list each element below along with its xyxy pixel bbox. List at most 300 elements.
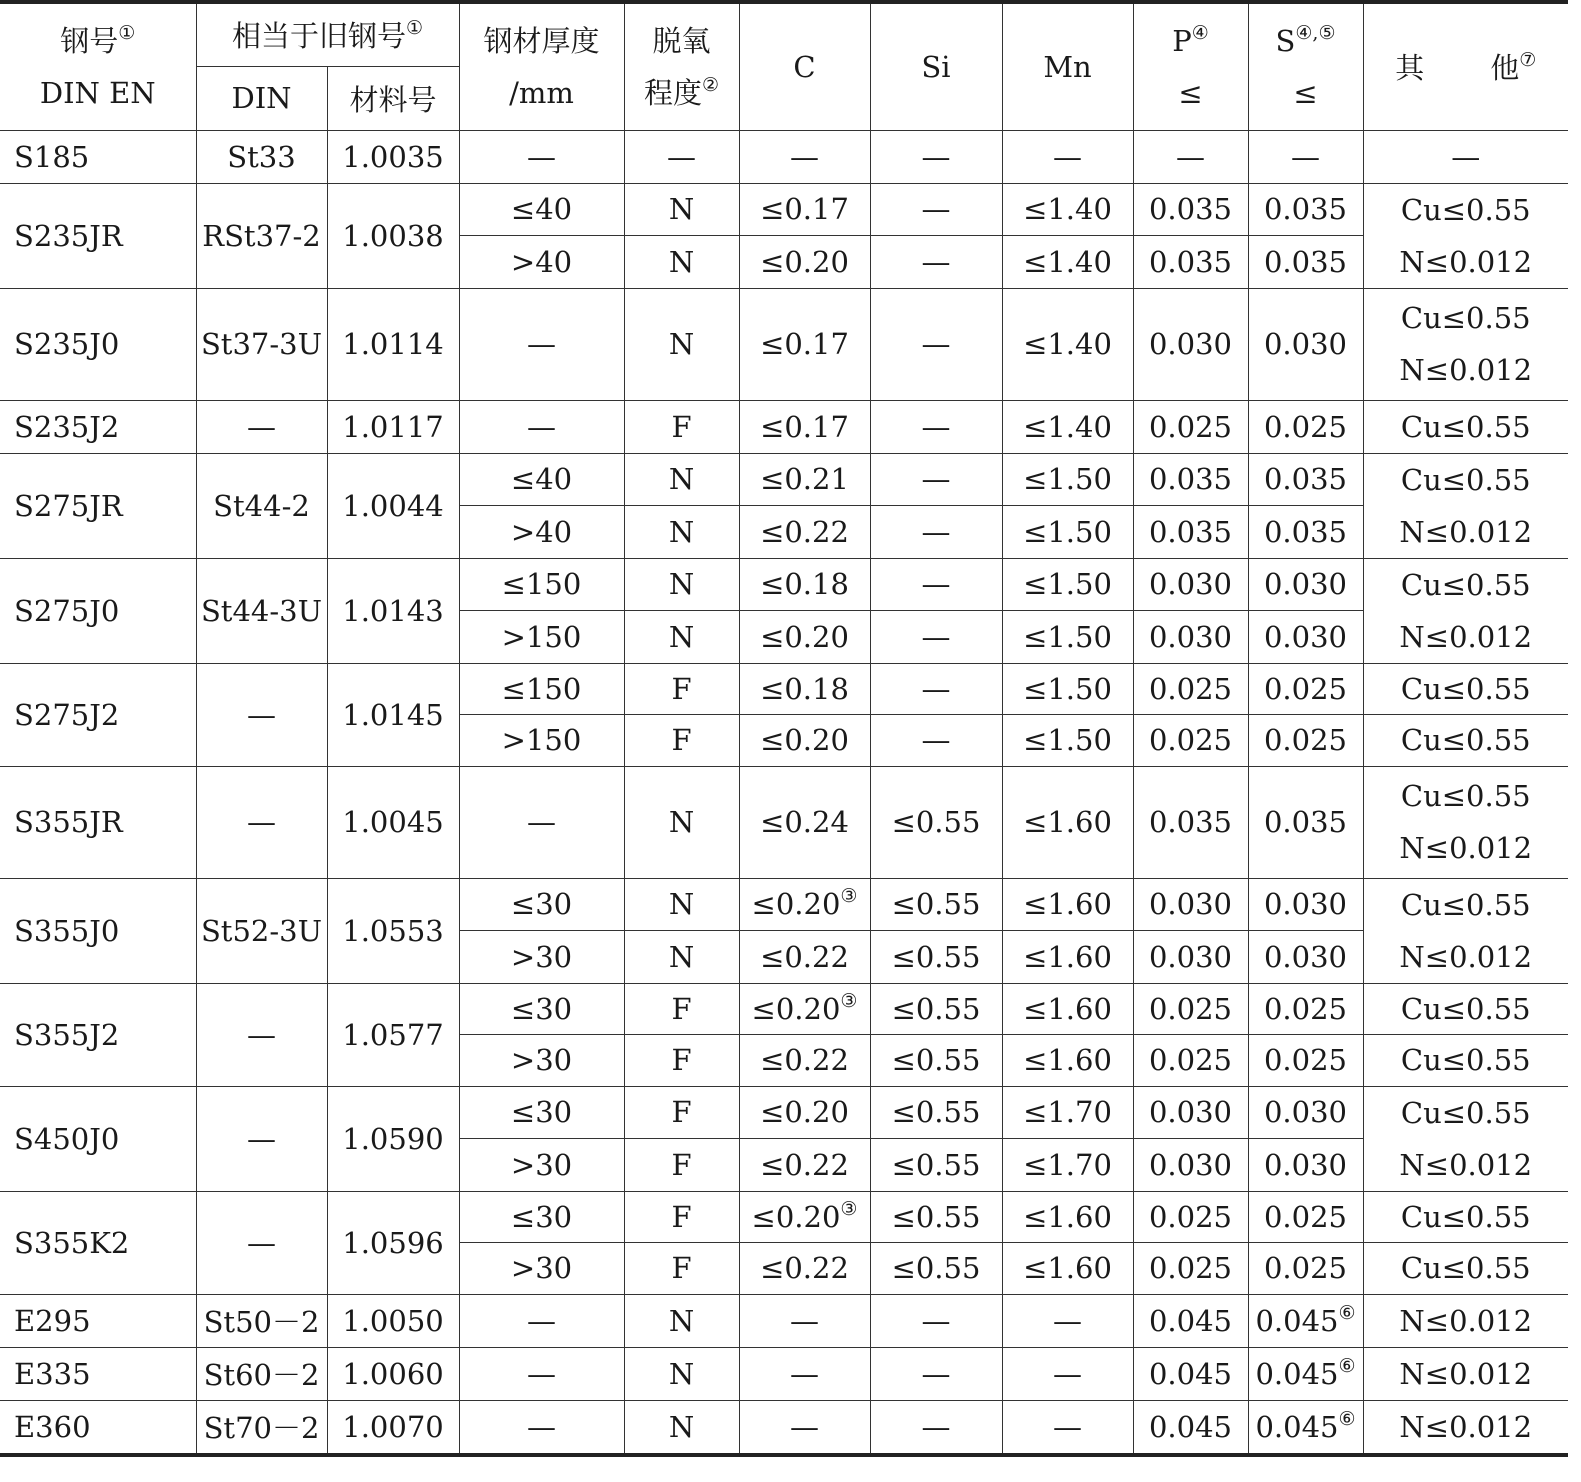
header-row-1 xyxy=(0,2,1568,66)
cell-mn: ≤1.60 xyxy=(1002,983,1133,1035)
cell-thickness: ≤30 xyxy=(459,983,624,1035)
cell-s-value: 0.030 xyxy=(1263,939,1348,974)
cell-si: — xyxy=(870,715,1002,767)
table-row xyxy=(0,1294,1568,1347)
cell-other xyxy=(1363,130,1568,183)
cell-other-line: N≤0.012 xyxy=(1399,619,1533,654)
cell-p: 0.045 xyxy=(1133,1400,1248,1455)
cell-p: 0.035 xyxy=(1133,236,1248,289)
cell-other: Cu≤0.55 xyxy=(1363,663,1568,715)
cell-c xyxy=(739,1035,870,1087)
cell-c xyxy=(739,453,870,506)
header-p-label: P xyxy=(1172,23,1192,58)
cell-other: Cu≤0.55 xyxy=(1363,715,1568,767)
cell-other-line: Cu≤0.55 xyxy=(1400,1095,1531,1130)
cell-p: 0.030 xyxy=(1133,558,1248,611)
cell-grade: S235JR xyxy=(0,183,196,288)
cell-p: 0.030 xyxy=(1133,611,1248,664)
cell-s-value: — xyxy=(1291,139,1320,174)
cell-si: — xyxy=(870,400,1002,453)
cell-p: 0.045 xyxy=(1133,1294,1248,1347)
table-row xyxy=(0,288,1568,400)
cell-deoxidation: F xyxy=(624,1243,739,1295)
cell-mn: ≤1.40 xyxy=(1002,400,1133,453)
cell-s-value: 0.030 xyxy=(1263,1147,1348,1182)
cell-mn: ≤1.40 xyxy=(1002,183,1133,236)
cell-other xyxy=(1363,558,1568,663)
cell-grade: E295 xyxy=(0,1294,196,1347)
cell-c xyxy=(739,288,870,400)
cell-s xyxy=(1248,183,1363,236)
cell-material-no: 1.0553 xyxy=(327,878,459,983)
cell-c xyxy=(739,983,870,1035)
cell-thickness: — xyxy=(459,1347,624,1400)
cell-si: ≤0.55 xyxy=(870,766,1002,878)
cell-thickness: ≤150 xyxy=(459,663,624,715)
cell-other-line: N≤0.012 xyxy=(1399,1303,1533,1338)
cell-c xyxy=(739,766,870,878)
cell-material-no: 1.0596 xyxy=(327,1191,459,1294)
cell-thickness: >30 xyxy=(459,931,624,984)
cell-p: 0.030 xyxy=(1133,1139,1248,1192)
cell-din: — xyxy=(196,400,327,453)
cell-s-value: 0.030 xyxy=(1263,327,1348,361)
cell-c-value: ≤0.17 xyxy=(760,192,849,227)
table-row xyxy=(0,130,1568,183)
cell-p: 0.035 xyxy=(1133,766,1248,878)
cell-s xyxy=(1248,663,1363,715)
cell-other xyxy=(1363,1294,1568,1347)
cell-din: RSt37-2 xyxy=(196,183,327,288)
header-thickness xyxy=(459,2,624,130)
cell-c xyxy=(739,878,870,931)
cell-s-value: 0.045 xyxy=(1255,1409,1339,1444)
header-c: C xyxy=(739,2,870,130)
cell-grade: S235J0 xyxy=(0,288,196,400)
cell-p: 0.030 xyxy=(1133,1086,1248,1139)
header-p xyxy=(1133,2,1248,130)
cell-deoxidation: F xyxy=(624,400,739,453)
header-other-note: ⑦ xyxy=(1519,49,1537,72)
cell-material-no: 1.0038 xyxy=(327,183,459,288)
cell-grade: S355JR xyxy=(0,766,196,878)
cell-s xyxy=(1248,1086,1363,1139)
header-s-label: S xyxy=(1275,23,1296,58)
cell-s xyxy=(1248,1139,1363,1192)
cell-mn: — xyxy=(1002,130,1133,183)
cell-p: 0.025 xyxy=(1133,715,1248,767)
cell-other xyxy=(1363,1400,1568,1455)
cell-c xyxy=(739,611,870,664)
cell-mn: — xyxy=(1002,1400,1133,1455)
cell-din: — xyxy=(196,1191,327,1294)
cell-din: St52-3U xyxy=(196,878,327,983)
cell-thickness: ≤40 xyxy=(459,183,624,236)
cell-s-value: 0.025 xyxy=(1263,1199,1348,1234)
cell-grade: S355J2 xyxy=(0,983,196,1086)
cell-p: 0.030 xyxy=(1133,931,1248,984)
cell-s xyxy=(1248,1035,1363,1087)
cell-si: — xyxy=(870,1294,1002,1347)
cell-mn: — xyxy=(1002,1347,1133,1400)
cell-s-note: ⑥ xyxy=(1338,1354,1356,1377)
cell-c xyxy=(739,130,870,183)
cell-material-no: 1.0070 xyxy=(327,1400,459,1455)
cell-mn: — xyxy=(1002,1294,1133,1347)
cell-s-value: 0.025 xyxy=(1263,409,1348,444)
cell-grade: S275JR xyxy=(0,453,196,558)
cell-p: 0.025 xyxy=(1133,663,1248,715)
cell-s-value: 0.035 xyxy=(1263,244,1348,279)
cell-material-no: 1.0590 xyxy=(327,1086,459,1191)
cell-c xyxy=(739,1347,870,1400)
cell-thickness: ≤30 xyxy=(459,878,624,931)
table-row xyxy=(0,1347,1568,1400)
cell-s-value: 0.030 xyxy=(1263,619,1348,654)
cell-deoxidation: N xyxy=(624,183,739,236)
table-row xyxy=(0,1191,1568,1243)
cell-thickness: >40 xyxy=(459,236,624,289)
cell-mn: ≤1.60 xyxy=(1002,1191,1133,1243)
cell-s-value: 0.025 xyxy=(1263,1251,1348,1286)
cell-mn: ≤1.60 xyxy=(1002,878,1133,931)
cell-si: ≤0.55 xyxy=(870,878,1002,931)
cell-s-note: ⑥ xyxy=(1338,1301,1356,1324)
cell-grade: E335 xyxy=(0,1347,196,1400)
cell-other xyxy=(1363,878,1568,983)
cell-material-no: 1.0114 xyxy=(327,288,459,400)
cell-material-no: 1.0045 xyxy=(327,766,459,878)
cell-deoxidation: N xyxy=(624,611,739,664)
cell-c-value: ≤0.20 xyxy=(760,723,849,758)
cell-p: 0.025 xyxy=(1133,983,1248,1035)
cell-si: — xyxy=(870,1400,1002,1455)
cell-mn: ≤1.50 xyxy=(1002,715,1133,767)
cell-s xyxy=(1248,130,1363,183)
cell-c-value: ≤0.20 xyxy=(751,1199,841,1234)
cell-din: — xyxy=(196,1086,327,1191)
cell-other-line: N≤0.012 xyxy=(1399,1409,1533,1444)
header-other-b: 他 xyxy=(1490,51,1520,86)
table-row xyxy=(0,663,1568,715)
cell-mn: ≤1.60 xyxy=(1002,1035,1133,1087)
cell-thickness: — xyxy=(459,400,624,453)
cell-c xyxy=(739,183,870,236)
cell-other xyxy=(1363,766,1568,878)
cell-s xyxy=(1248,715,1363,767)
cell-other-line: — xyxy=(1451,139,1481,174)
header-old-grade xyxy=(196,2,459,66)
cell-thickness: — xyxy=(459,1294,624,1347)
cell-si: — xyxy=(870,288,1002,400)
cell-thickness: ≤40 xyxy=(459,453,624,506)
cell-deoxidation: N xyxy=(624,931,739,984)
cell-deoxidation: N xyxy=(624,766,739,878)
cell-c-value: — xyxy=(790,1409,819,1444)
cell-p: — xyxy=(1133,130,1248,183)
cell-material-no: 1.0145 xyxy=(327,663,459,766)
cell-other-line: N≤0.012 xyxy=(1399,1147,1533,1182)
cell-p: 0.025 xyxy=(1133,1243,1248,1295)
cell-si: ≤0.55 xyxy=(870,1243,1002,1295)
cell-grade: S355J0 xyxy=(0,878,196,983)
cell-other-line: Cu≤0.55 xyxy=(1400,301,1531,335)
cell-grade: S450J0 xyxy=(0,1086,196,1191)
cell-si: — xyxy=(870,453,1002,506)
cell-mn: ≤1.60 xyxy=(1002,1243,1133,1295)
cell-p: 0.035 xyxy=(1133,183,1248,236)
cell-c-value: — xyxy=(790,139,819,174)
cell-other-line: N≤0.012 xyxy=(1399,1356,1533,1391)
cell-din: St44-3U xyxy=(196,558,327,663)
cell-c xyxy=(739,506,870,559)
table-row xyxy=(0,400,1568,453)
cell-other-line: Cu≤0.55 xyxy=(1400,409,1531,444)
header-din: DIN xyxy=(196,66,327,130)
cell-c-value: ≤0.22 xyxy=(760,1251,849,1286)
header-old-grade-label: 相当于旧钢号 xyxy=(231,19,406,54)
cell-si: ≤0.55 xyxy=(870,983,1002,1035)
cell-p: 0.030 xyxy=(1133,288,1248,400)
header-grade-label: 钢号 xyxy=(60,23,119,58)
cell-thickness: — xyxy=(459,766,624,878)
cell-material-no: 1.0044 xyxy=(327,453,459,558)
cell-material-no: 1.0035 xyxy=(327,130,459,183)
cell-mn: ≤1.50 xyxy=(1002,611,1133,664)
table-row xyxy=(0,183,1568,236)
cell-deoxidation: N xyxy=(624,288,739,400)
cell-mn: ≤1.70 xyxy=(1002,1139,1133,1192)
cell-mn: ≤1.50 xyxy=(1002,663,1133,715)
cell-c xyxy=(739,1294,870,1347)
cell-si: — xyxy=(870,1347,1002,1400)
cell-p: 0.025 xyxy=(1133,400,1248,453)
cell-other-line: N≤0.012 xyxy=(1399,514,1533,549)
cell-p: 0.025 xyxy=(1133,1035,1248,1087)
header-grade-standard: DIN EN xyxy=(39,75,156,110)
cell-si: ≤0.55 xyxy=(870,1086,1002,1139)
cell-din: St44-2 xyxy=(196,453,327,558)
cell-deoxidation: F xyxy=(624,1086,739,1139)
cell-deoxidation: N xyxy=(624,1294,739,1347)
cell-si: — xyxy=(870,183,1002,236)
header-deox-line1: 脱氧 xyxy=(652,23,711,58)
cell-other-line: Cu≤0.55 xyxy=(1400,192,1531,227)
cell-thickness: >30 xyxy=(459,1139,624,1192)
cell-c-value: ≤0.18 xyxy=(760,567,849,602)
cell-mn: ≤1.50 xyxy=(1002,558,1133,611)
cell-s xyxy=(1248,506,1363,559)
cell-s-note: ⑥ xyxy=(1338,1407,1356,1430)
header-si: Si xyxy=(870,2,1002,130)
header-other-a: 其 xyxy=(1395,51,1425,86)
cell-s xyxy=(1248,983,1363,1035)
cell-s xyxy=(1248,766,1363,878)
cell-other xyxy=(1363,288,1568,400)
cell-c xyxy=(739,663,870,715)
header-deoxidation xyxy=(624,2,739,130)
cell-s xyxy=(1248,1294,1363,1347)
cell-material-no: 1.0060 xyxy=(327,1347,459,1400)
cell-other-line: Cu≤0.55 xyxy=(1400,779,1531,813)
cell-other-line: N≤0.012 xyxy=(1399,353,1533,387)
cell-other: Cu≤0.55 xyxy=(1363,1243,1568,1295)
cell-c-value: ≤0.17 xyxy=(760,327,849,361)
cell-thickness: >30 xyxy=(459,1035,624,1087)
cell-s xyxy=(1248,878,1363,931)
cell-c xyxy=(739,236,870,289)
cell-din: St60－2 xyxy=(196,1347,327,1400)
cell-deoxidation: N xyxy=(624,236,739,289)
cell-material-no: 1.0143 xyxy=(327,558,459,663)
cell-c-value: ≤0.20 xyxy=(760,244,849,279)
cell-s xyxy=(1248,400,1363,453)
header-s-le: ≤ xyxy=(1293,75,1318,110)
cell-mn: ≤1.50 xyxy=(1002,506,1133,559)
cell-din: St33 xyxy=(196,130,327,183)
header-grade xyxy=(0,2,196,130)
table-row xyxy=(0,558,1568,611)
cell-si: ≤0.55 xyxy=(870,1139,1002,1192)
header-s xyxy=(1248,2,1363,130)
cell-thickness: ≤30 xyxy=(459,1086,624,1139)
cell-thickness: >40 xyxy=(459,506,624,559)
cell-s-value: 0.035 xyxy=(1263,514,1348,549)
cell-c xyxy=(739,400,870,453)
cell-other xyxy=(1363,183,1568,288)
cell-other xyxy=(1363,453,1568,558)
cell-p: 0.045 xyxy=(1133,1347,1248,1400)
table-row xyxy=(0,453,1568,506)
cell-deoxidation: F xyxy=(624,1191,739,1243)
cell-s xyxy=(1248,1347,1363,1400)
cell-c xyxy=(739,1243,870,1295)
cell-other-line: Cu≤0.55 xyxy=(1400,462,1531,497)
cell-si: — xyxy=(870,558,1002,611)
cell-si: ≤0.55 xyxy=(870,931,1002,984)
cell-s xyxy=(1248,931,1363,984)
cell-grade: E360 xyxy=(0,1400,196,1455)
header-p-note: ④ xyxy=(1191,21,1209,44)
cell-grade: S355K2 xyxy=(0,1191,196,1294)
header-thickness-line1: 钢材厚度 xyxy=(483,23,600,58)
cell-deoxidation: N xyxy=(624,878,739,931)
cell-s-value: 0.035 xyxy=(1263,192,1348,227)
cell-p: 0.035 xyxy=(1133,506,1248,559)
cell-si: — xyxy=(870,236,1002,289)
cell-c-value: ≤0.20 xyxy=(751,887,841,922)
cell-deoxidation: F xyxy=(624,1035,739,1087)
table-row xyxy=(0,1400,1568,1455)
cell-c xyxy=(739,558,870,611)
cell-s xyxy=(1248,558,1363,611)
cell-c xyxy=(739,715,870,767)
cell-other: Cu≤0.55 xyxy=(1363,1035,1568,1087)
cell-thickness: ≤30 xyxy=(459,1191,624,1243)
header-thickness-line2: /mm xyxy=(509,75,574,110)
cell-s-value: 0.025 xyxy=(1263,1043,1348,1078)
cell-deoxidation: F xyxy=(624,983,739,1035)
cell-deoxidation: — xyxy=(624,130,739,183)
cell-material-no: 1.0117 xyxy=(327,400,459,453)
cell-c-note: ③ xyxy=(840,989,858,1012)
cell-c xyxy=(739,1400,870,1455)
cell-s-value: 0.025 xyxy=(1263,991,1348,1026)
cell-s xyxy=(1248,1243,1363,1295)
cell-c-value: ≤0.24 xyxy=(760,805,849,839)
cell-si: — xyxy=(870,611,1002,664)
table-row xyxy=(0,766,1568,878)
cell-c-value: ≤0.21 xyxy=(760,462,849,497)
cell-c-value: ≤0.22 xyxy=(760,1147,849,1182)
cell-grade: S275J0 xyxy=(0,558,196,663)
cell-thickness: >150 xyxy=(459,715,624,767)
cell-din: St50－2 xyxy=(196,1294,327,1347)
header-deox-line2: 程度 xyxy=(643,75,702,110)
header-deox-note: ② xyxy=(701,73,720,96)
cell-other xyxy=(1363,1086,1568,1191)
cell-s xyxy=(1248,611,1363,664)
header-other xyxy=(1363,2,1568,130)
cell-other-line: Cu≤0.55 xyxy=(1400,567,1531,602)
cell-thickness: >150 xyxy=(459,611,624,664)
cell-s xyxy=(1248,288,1363,400)
cell-c-value: ≤0.17 xyxy=(760,409,849,444)
cell-mn: ≤1.40 xyxy=(1002,288,1133,400)
cell-din: — xyxy=(196,983,327,1086)
cell-si: ≤0.55 xyxy=(870,1191,1002,1243)
cell-thickness: — xyxy=(459,1400,624,1455)
cell-c-value: ≤0.20 xyxy=(760,619,849,654)
cell-other-line: N≤0.012 xyxy=(1399,939,1533,974)
cell-p: 0.025 xyxy=(1133,1191,1248,1243)
cell-s xyxy=(1248,453,1363,506)
cell-din: St70－2 xyxy=(196,1400,327,1455)
cell-thickness: ≤150 xyxy=(459,558,624,611)
cell-c-value: ≤0.22 xyxy=(760,1043,849,1078)
cell-s-value: 0.035 xyxy=(1263,462,1348,497)
cell-other: Cu≤0.55 xyxy=(1363,983,1568,1035)
header-grade-note: ① xyxy=(118,21,136,44)
cell-grade: S185 xyxy=(0,130,196,183)
cell-c-value: ≤0.18 xyxy=(760,671,849,706)
table-row xyxy=(0,878,1568,931)
header-s-note: ④,⑤ xyxy=(1295,21,1336,44)
header-mn: Mn xyxy=(1002,2,1133,130)
cell-other xyxy=(1363,1347,1568,1400)
cell-c-note: ③ xyxy=(840,1197,858,1220)
cell-s xyxy=(1248,236,1363,289)
cell-other xyxy=(1363,400,1568,453)
cell-mn: ≤1.40 xyxy=(1002,236,1133,289)
cell-deoxidation: N xyxy=(624,453,739,506)
cell-s xyxy=(1248,1400,1363,1455)
cell-c xyxy=(739,1191,870,1243)
cell-s-value: 0.030 xyxy=(1263,1095,1348,1130)
cell-si: ≤0.55 xyxy=(870,1035,1002,1087)
cell-deoxidation: N xyxy=(624,1347,739,1400)
cell-mn: ≤1.60 xyxy=(1002,931,1133,984)
cell-si: — xyxy=(870,663,1002,715)
cell-si: — xyxy=(870,506,1002,559)
table-body xyxy=(0,130,1568,1455)
cell-c-value: ≤0.20 xyxy=(760,1095,849,1130)
cell-deoxidation: N xyxy=(624,506,739,559)
cell-c-value: — xyxy=(790,1356,819,1391)
cell-din: — xyxy=(196,663,327,766)
cell-c xyxy=(739,1139,870,1192)
cell-si: — xyxy=(870,130,1002,183)
